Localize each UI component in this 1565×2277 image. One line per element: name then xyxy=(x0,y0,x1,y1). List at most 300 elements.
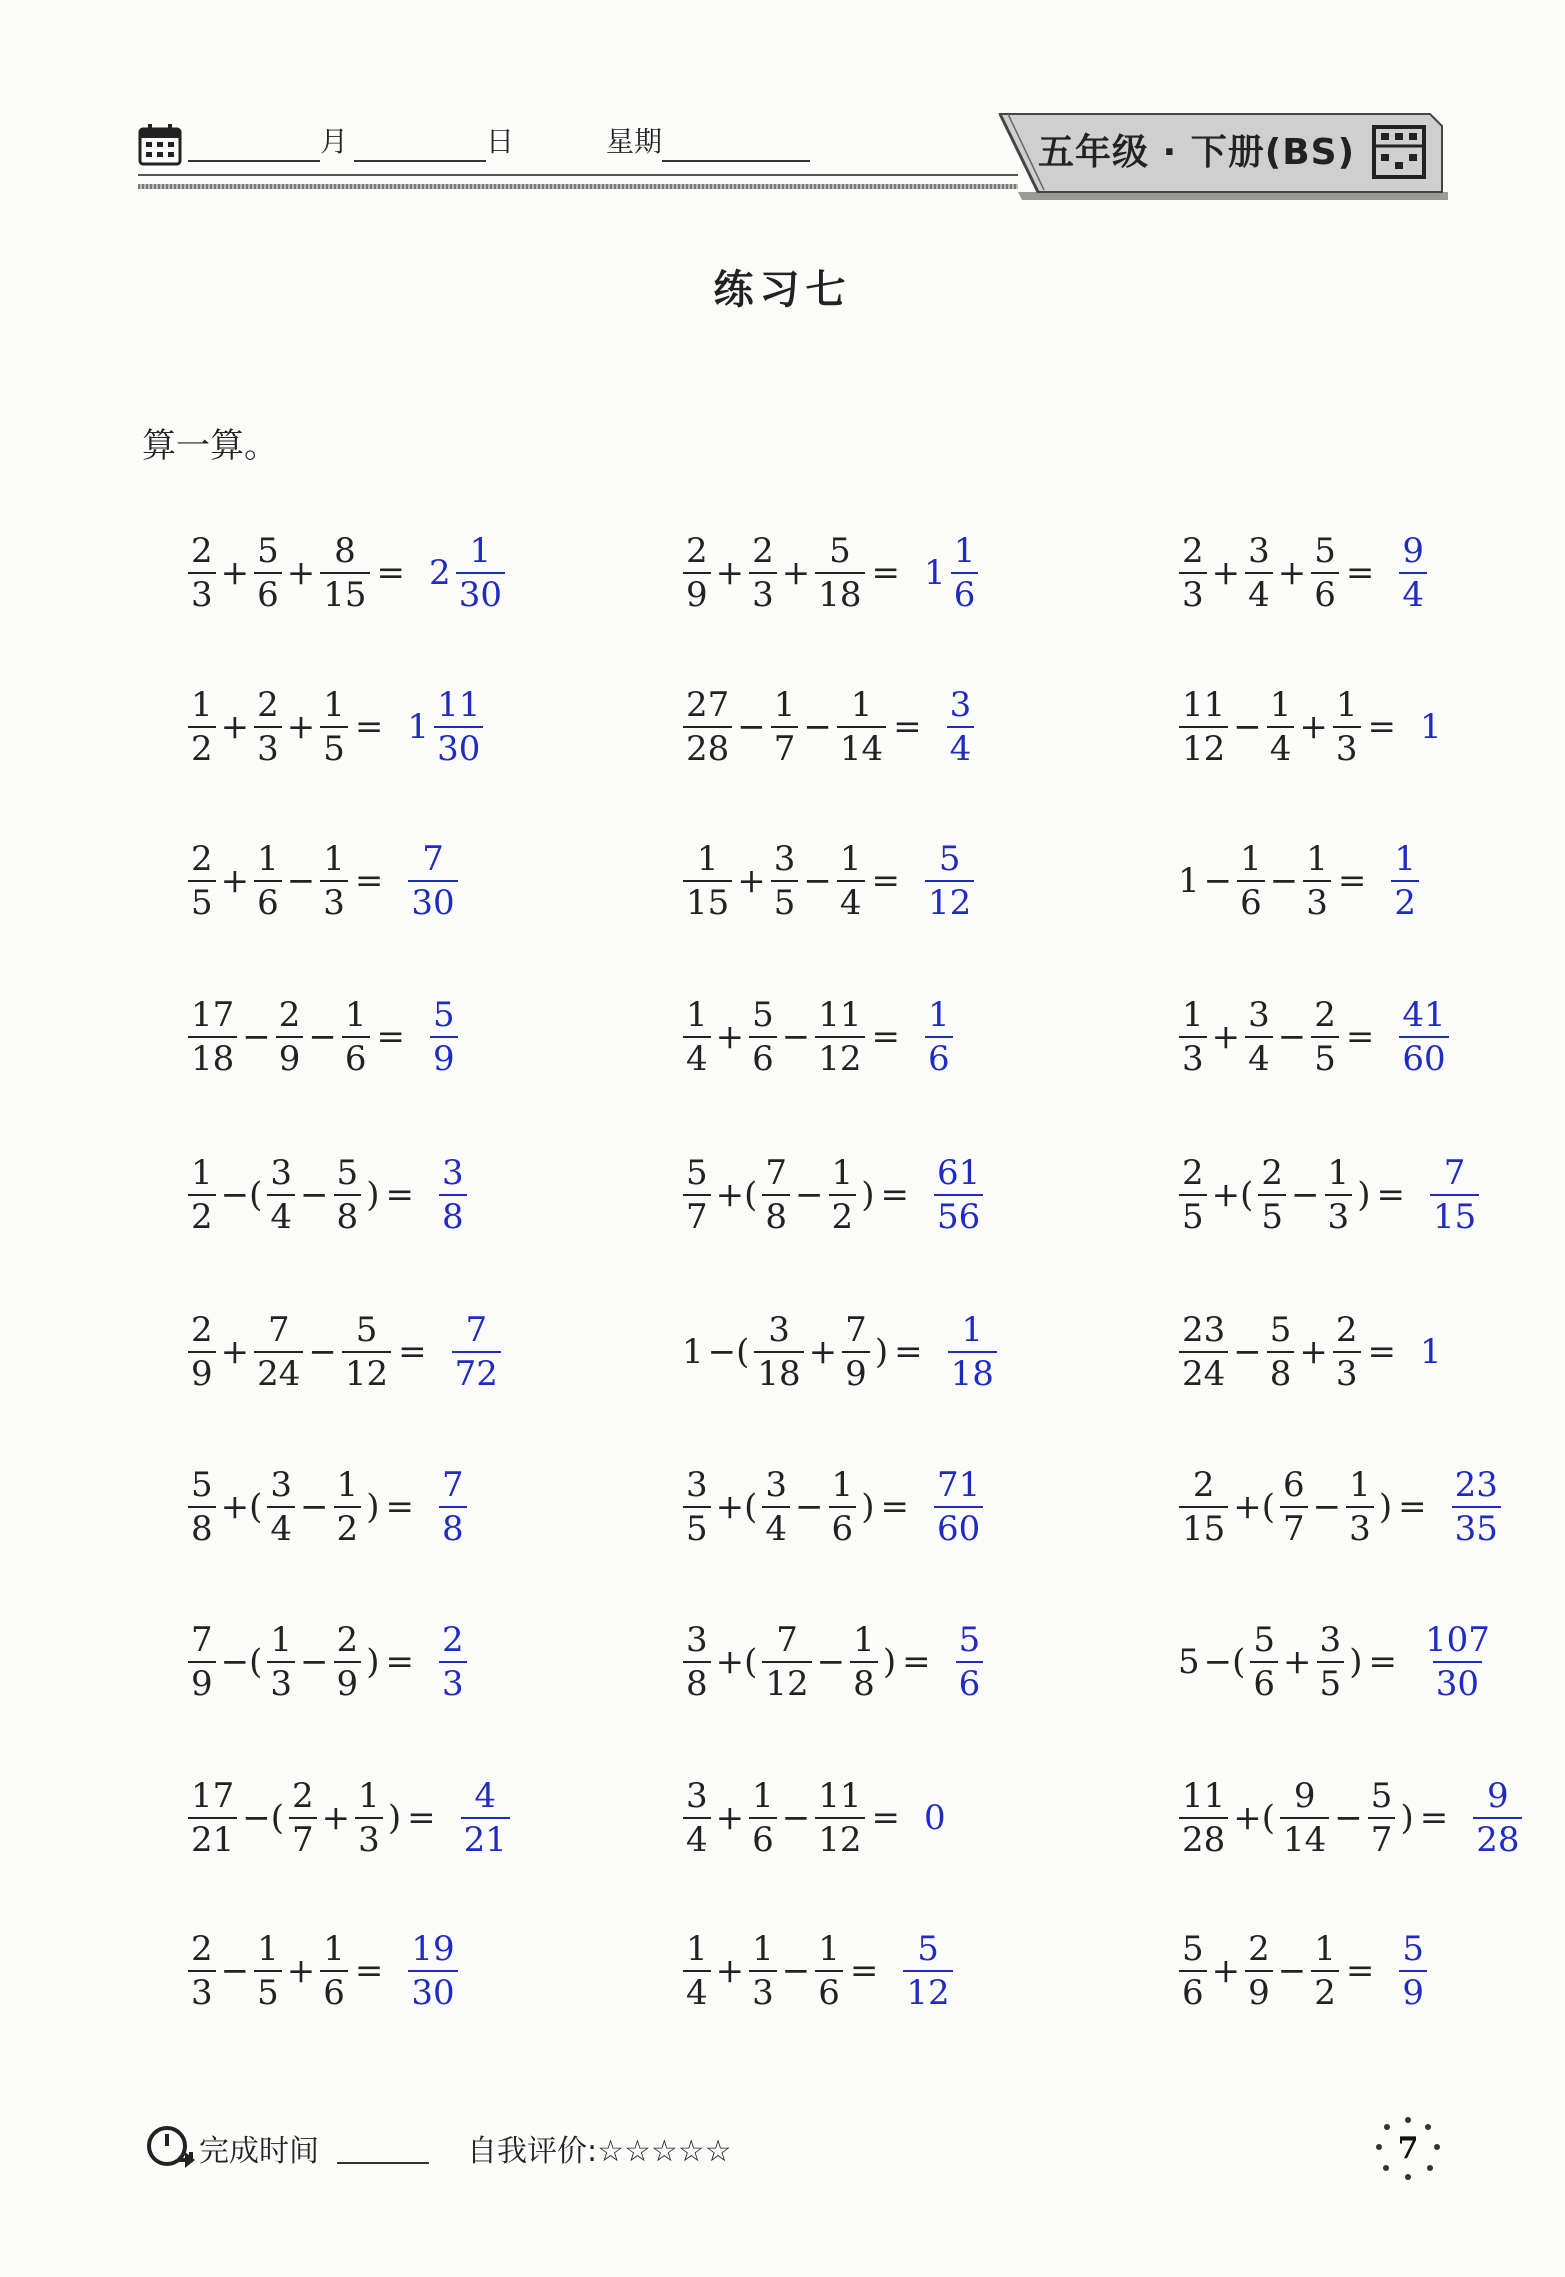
problem-r9c1 xyxy=(185,1768,513,1868)
denominator: 3 xyxy=(267,1661,295,1701)
denominator: 8 xyxy=(683,1661,711,1701)
completion-time-blank[interactable] xyxy=(337,2126,429,2164)
denominator: 12 xyxy=(815,1036,864,1076)
fraction xyxy=(850,1620,878,1704)
fraction xyxy=(439,1465,467,1549)
fraction xyxy=(683,685,732,769)
numerator: 1 xyxy=(1182,995,1204,1035)
numerator: 5 xyxy=(1269,1310,1292,1350)
fraction xyxy=(1399,1929,1427,2013)
handwritten-answer[interactable] xyxy=(922,1798,948,1838)
operator: − xyxy=(781,1798,811,1838)
numerator: 3 xyxy=(949,685,972,725)
numerator: 3 xyxy=(686,1776,708,1816)
fraction xyxy=(829,1153,857,1237)
equals-sign: = xyxy=(871,1798,901,1838)
fraction xyxy=(815,1776,864,1860)
equals-sign: = xyxy=(849,1951,879,1991)
numerator: 2 xyxy=(336,1620,359,1660)
handwritten-answer[interactable] xyxy=(1418,1332,1444,1372)
fraction xyxy=(1267,1310,1295,1394)
handwritten-answer[interactable] xyxy=(405,1929,460,2013)
fraction xyxy=(948,1310,997,1394)
denominator: 12 xyxy=(762,1661,811,1701)
denominator: 7 xyxy=(1368,1817,1396,1857)
handwritten-answer[interactable] xyxy=(1470,1776,1525,1860)
day-blank[interactable] xyxy=(354,132,486,162)
operator: − xyxy=(300,1642,329,1682)
integer: 1 xyxy=(407,707,430,747)
denominator: 6 xyxy=(829,1506,857,1546)
operator: − xyxy=(1203,861,1233,901)
handwritten-answer[interactable] xyxy=(436,1153,470,1237)
denominator: 3 xyxy=(1333,726,1361,766)
numerator: 1 xyxy=(853,1620,875,1660)
abacus-icon xyxy=(1371,124,1427,180)
fraction xyxy=(334,1153,362,1237)
denominator: 21 xyxy=(461,1817,510,1857)
numerator: 1 xyxy=(323,685,345,725)
denominator: 8 xyxy=(762,1194,790,1234)
denominator: 5 xyxy=(1311,1036,1339,1076)
numerator: 1 xyxy=(696,839,719,879)
numerator: 1 xyxy=(257,839,279,879)
operator: − xyxy=(737,707,766,747)
day-label: 日 xyxy=(486,125,515,158)
denominator: 6 xyxy=(254,572,282,612)
fraction xyxy=(749,531,777,615)
numerator: 5 xyxy=(1402,1929,1425,1969)
equals-sign: = xyxy=(407,1798,436,1838)
denominator: 18 xyxy=(815,572,864,612)
problem-r8c2 xyxy=(680,1612,986,1712)
operator: + xyxy=(1211,1017,1241,1057)
fraction xyxy=(1179,1465,1228,1549)
denominator: 3 xyxy=(254,726,282,766)
equals-sign: = xyxy=(376,553,406,593)
fraction xyxy=(749,1776,777,1860)
fraction xyxy=(1317,1620,1345,1704)
handwritten-answer[interactable] xyxy=(953,1620,987,1704)
numerator: 1 xyxy=(1240,839,1262,879)
fraction xyxy=(320,839,348,923)
equals-sign: = xyxy=(1376,1175,1405,1215)
denominator: 9 xyxy=(334,1661,362,1701)
numerator: 5 xyxy=(829,531,851,571)
problem-r6c3 xyxy=(1176,1302,1444,1402)
numerator: 1 xyxy=(839,839,862,879)
weekday-label: 星期 xyxy=(606,125,663,158)
operator: +( xyxy=(715,1642,758,1682)
numerator: 7 xyxy=(441,1465,464,1505)
denominator: 6 xyxy=(342,1036,370,1076)
numerator: 1 xyxy=(686,995,708,1035)
problem-r4c2 xyxy=(680,987,956,1087)
fraction xyxy=(430,995,458,1079)
numerator: 3 xyxy=(686,1620,708,1660)
handwritten-answer[interactable] xyxy=(945,1310,1000,1394)
page-footer xyxy=(145,2118,1445,2178)
operator: +( xyxy=(220,1487,263,1527)
fraction xyxy=(434,685,483,769)
equals-sign: = xyxy=(1368,1642,1397,1682)
denominator: 9 xyxy=(842,1351,870,1391)
numerator: 1 xyxy=(850,685,873,725)
operator: +( xyxy=(1233,1798,1276,1838)
operator: − xyxy=(308,1017,337,1057)
numerator: 7 xyxy=(191,1620,213,1660)
fraction xyxy=(188,685,216,769)
denominator: 30 xyxy=(1433,1661,1482,1701)
equals-sign: = xyxy=(880,1487,909,1527)
integer: 1 xyxy=(1420,707,1442,747)
operator: + xyxy=(220,1332,250,1372)
fraction xyxy=(188,995,237,1079)
handwritten-answer[interactable] xyxy=(427,995,461,1079)
operator: + xyxy=(715,553,745,593)
fraction xyxy=(1258,1153,1286,1237)
integer: 5 xyxy=(1178,1642,1200,1682)
problem-r2c3 xyxy=(1176,677,1444,777)
numerator: 2 xyxy=(1182,531,1204,571)
fraction xyxy=(254,839,282,923)
denominator: 2 xyxy=(334,1506,362,1546)
fraction xyxy=(1430,1153,1479,1237)
denominator: 2 xyxy=(829,1194,857,1234)
problem-r8c3 xyxy=(1176,1612,1496,1712)
numerator: 11 xyxy=(437,685,481,725)
denominator: 2 xyxy=(188,726,216,766)
denominator: 9 xyxy=(188,1351,216,1391)
numerator: 8 xyxy=(334,531,356,571)
numerator: 23 xyxy=(1454,1465,1498,1505)
problem-r4c3 xyxy=(1176,987,1452,1087)
denominator: 18 xyxy=(948,1351,997,1391)
numerator: 4 xyxy=(474,1776,497,1816)
fraction xyxy=(334,1620,362,1704)
fraction xyxy=(276,995,304,1079)
numerator: 1 xyxy=(344,995,367,1035)
denominator: 8 xyxy=(439,1506,467,1546)
equals-sign: = xyxy=(1345,1951,1375,1991)
denominator: 14 xyxy=(1280,1817,1329,1857)
operator: + xyxy=(715,1017,745,1057)
fraction xyxy=(254,1929,282,2013)
problem-r5c3 xyxy=(1176,1145,1482,1245)
operator: −( xyxy=(242,1798,285,1838)
numerator: 5 xyxy=(958,1620,981,1660)
equals-sign: = xyxy=(1419,1798,1449,1838)
fraction xyxy=(1179,531,1207,615)
denominator: 6 xyxy=(1179,1970,1207,2010)
fraction xyxy=(342,995,370,1079)
numerator: 2 xyxy=(1248,1929,1270,1969)
denominator: 21 xyxy=(188,1817,237,1857)
denominator: 6 xyxy=(815,1970,843,2010)
fraction xyxy=(1245,1929,1273,2013)
handwritten-answer[interactable] xyxy=(405,839,460,923)
denominator: 4 xyxy=(683,1970,711,2010)
operator: + xyxy=(1211,553,1241,593)
numerator: 23 xyxy=(1182,1310,1226,1350)
numerator: 3 xyxy=(1248,531,1270,571)
numerator: 1 xyxy=(1306,839,1328,879)
handwritten-answer[interactable] xyxy=(1449,1465,1504,1549)
denominator: 4 xyxy=(1245,1036,1273,1076)
handwritten-answer[interactable] xyxy=(449,1310,504,1394)
problem-r1c2 xyxy=(680,523,981,623)
fraction xyxy=(461,1776,510,1860)
integer: 2 xyxy=(429,553,451,593)
numerator: 11 xyxy=(1182,1776,1226,1816)
denominator: 35 xyxy=(1452,1506,1501,1546)
operator: + xyxy=(715,1951,745,1991)
handwritten-answer[interactable] xyxy=(427,531,508,615)
operator: ) xyxy=(882,1642,897,1682)
fraction xyxy=(188,1465,216,1549)
problem-r7c2 xyxy=(680,1457,986,1557)
fraction xyxy=(1245,995,1273,1079)
handwritten-answer[interactable] xyxy=(405,685,486,769)
fraction xyxy=(771,839,799,923)
denominator: 2 xyxy=(1311,1970,1339,2010)
fraction xyxy=(749,1929,777,2013)
numerator: 5 xyxy=(917,1929,939,1969)
fraction xyxy=(1333,685,1361,769)
numerator: 2 xyxy=(278,995,301,1035)
denominator: 9 xyxy=(1245,1970,1273,2010)
handwritten-answer[interactable] xyxy=(931,1465,986,1549)
denominator: 7 xyxy=(289,1817,317,1857)
numerator: 2 xyxy=(1314,995,1336,1035)
denominator: 9 xyxy=(430,1036,458,1076)
numerator: 1 xyxy=(818,1929,840,1969)
denominator: 6 xyxy=(956,1661,984,1701)
handwritten-answer[interactable] xyxy=(1396,531,1430,615)
numerator: 41 xyxy=(1402,995,1446,1035)
denominator: 8 xyxy=(334,1194,362,1234)
fraction xyxy=(188,1153,216,1237)
handwritten-answer[interactable] xyxy=(922,839,977,923)
problem-r5c2 xyxy=(680,1145,986,1245)
numerator: 5 xyxy=(336,1153,359,1193)
fraction xyxy=(1267,685,1295,769)
numerator: 1 xyxy=(752,1776,774,1816)
denominator: 60 xyxy=(934,1506,983,1546)
fraction xyxy=(267,1465,295,1549)
handwritten-answer[interactable] xyxy=(458,1776,513,1860)
denominator: 30 xyxy=(408,1970,457,2010)
numerator: 17 xyxy=(191,995,235,1035)
operator: ) xyxy=(874,1332,889,1372)
operator: − xyxy=(300,1175,329,1215)
fraction xyxy=(1325,1153,1353,1237)
operator: − xyxy=(242,1017,271,1057)
numerator: 5 xyxy=(686,1153,708,1193)
numerator: 1 xyxy=(191,685,213,725)
numerator: 2 xyxy=(191,839,213,879)
fraction xyxy=(683,1929,711,2013)
denominator: 6 xyxy=(925,1036,953,1076)
operator: ) xyxy=(366,1487,380,1527)
denominator: 4 xyxy=(762,1506,790,1546)
fraction xyxy=(956,1620,984,1704)
operator: + xyxy=(781,553,811,593)
denominator: 9 xyxy=(683,572,711,612)
denominator: 28 xyxy=(683,726,732,766)
fraction xyxy=(320,1929,348,2013)
denominator: 3 xyxy=(1346,1506,1374,1546)
numerator: 1 xyxy=(773,685,796,725)
denominator: 15 xyxy=(1430,1194,1479,1234)
operator: +( xyxy=(1211,1175,1254,1215)
integer: 1 xyxy=(682,1332,704,1372)
operator: + xyxy=(1299,1332,1328,1372)
operator: + xyxy=(1283,1642,1312,1682)
operator: + xyxy=(737,861,766,901)
denominator: 6 xyxy=(749,1817,777,1857)
equals-sign: = xyxy=(880,1175,909,1215)
operator: + xyxy=(715,1798,745,1838)
fraction xyxy=(1391,839,1419,923)
numerator: 107 xyxy=(1424,1620,1490,1660)
problem-r7c3 xyxy=(1176,1457,1504,1557)
handwritten-answer[interactable] xyxy=(900,1929,955,2013)
problem-r1c3 xyxy=(1176,523,1430,623)
fraction xyxy=(683,1776,711,1860)
operator: + xyxy=(220,707,250,747)
handwritten-answer[interactable] xyxy=(1396,1929,1430,2013)
numerator: 1 xyxy=(831,1153,854,1193)
handwritten-answer[interactable] xyxy=(922,995,956,1079)
operator: ) xyxy=(861,1487,875,1527)
fraction xyxy=(815,531,864,615)
operator: + xyxy=(321,1798,351,1838)
operator: ) xyxy=(1378,1487,1393,1527)
operator: − xyxy=(1291,1175,1320,1215)
denominator: 5 xyxy=(254,1970,282,2010)
equals-sign: = xyxy=(871,553,901,593)
fraction xyxy=(925,839,974,923)
fraction xyxy=(254,1310,303,1394)
numerator: 3 xyxy=(773,839,796,879)
denominator: 12 xyxy=(903,1970,952,2010)
operator: − xyxy=(1312,1487,1342,1527)
self-evaluation: 自我评价:☆☆☆☆☆ xyxy=(467,2134,732,2169)
numerator: 17 xyxy=(191,1776,235,1816)
operator: − xyxy=(795,1487,824,1527)
numerator: 2 xyxy=(191,1929,213,1969)
handwritten-answer[interactable] xyxy=(1427,1153,1482,1237)
fraction xyxy=(829,1465,857,1549)
denominator: 5 xyxy=(1179,1194,1207,1234)
numerator: 2 xyxy=(292,1776,314,1816)
numerator: 19 xyxy=(411,1929,455,1969)
equals-sign: = xyxy=(1398,1487,1427,1527)
problem-r10c3 xyxy=(1176,1921,1430,2021)
handwritten-answer[interactable] xyxy=(1418,707,1444,747)
page-number: 7 xyxy=(1397,2131,1419,2166)
handwritten-answer[interactable] xyxy=(1419,1620,1496,1704)
denominator: 4 xyxy=(837,880,865,920)
operator: ) xyxy=(1349,1642,1363,1682)
fraction xyxy=(1346,1465,1374,1549)
page-title: 练习七 xyxy=(713,267,852,313)
fraction xyxy=(683,839,732,923)
numerator: 11 xyxy=(818,995,862,1035)
denominator: 3 xyxy=(439,1661,467,1701)
operator: +( xyxy=(1233,1487,1276,1527)
denominator: 3 xyxy=(1325,1194,1353,1234)
fraction xyxy=(934,1153,983,1237)
equals-sign: = xyxy=(1367,707,1397,747)
month-blank[interactable] xyxy=(188,132,320,162)
equals-sign: = xyxy=(354,861,384,901)
fraction xyxy=(1473,1776,1522,1860)
handwritten-answer[interactable] xyxy=(1396,995,1451,1079)
fraction xyxy=(408,839,457,923)
handwritten-answer[interactable] xyxy=(922,531,981,615)
fraction xyxy=(1179,1776,1228,1860)
fraction xyxy=(837,685,886,769)
numerator: 7 xyxy=(1443,1153,1466,1193)
denominator: 18 xyxy=(754,1351,803,1391)
header-hatched-rule xyxy=(138,184,1018,189)
numerator: 1 xyxy=(686,1929,708,1969)
fraction xyxy=(188,1929,216,2013)
fraction xyxy=(1422,1620,1493,1704)
denominator: 2 xyxy=(1391,880,1419,920)
numerator: 9 xyxy=(1402,531,1425,571)
handwritten-answer[interactable] xyxy=(436,1620,470,1704)
numerator: 3 xyxy=(1248,995,1270,1035)
operator: − xyxy=(1334,1798,1363,1838)
fraction xyxy=(439,1153,467,1237)
numerator: 2 xyxy=(752,531,774,571)
fraction xyxy=(683,1465,711,1549)
numerator: 5 xyxy=(355,1310,378,1350)
problem-r5c1 xyxy=(185,1145,470,1245)
operator: ) xyxy=(366,1175,380,1215)
weekday-blank[interactable] xyxy=(662,132,810,162)
denominator: 7 xyxy=(683,1194,711,1234)
numerator: 1 xyxy=(191,1153,213,1193)
handwritten-answer[interactable] xyxy=(931,1153,986,1237)
operator: + xyxy=(286,707,316,747)
equals-sign: = xyxy=(894,1332,923,1372)
fraction xyxy=(762,1153,790,1237)
fraction xyxy=(683,531,711,615)
problem-r9c3 xyxy=(1176,1768,1525,1868)
denominator: 8 xyxy=(1267,1351,1295,1391)
numerator: 7 xyxy=(267,1310,290,1350)
numerator: 7 xyxy=(765,1153,788,1193)
numerator: 11 xyxy=(1182,685,1226,725)
handwritten-answer[interactable] xyxy=(436,1465,470,1549)
equals-sign: = xyxy=(1345,1017,1375,1057)
operator: −( xyxy=(1203,1642,1246,1682)
denominator: 6 xyxy=(320,1970,348,2010)
problem-r10c2 xyxy=(680,1921,956,2021)
fraction xyxy=(947,685,975,769)
fraction xyxy=(1303,839,1331,923)
numerator: 2 xyxy=(191,1310,213,1350)
handwritten-answer[interactable] xyxy=(1388,839,1422,923)
denominator: 12 xyxy=(1179,726,1228,766)
fraction xyxy=(188,1310,216,1394)
denominator: 2 xyxy=(188,1194,216,1234)
handwritten-answer[interactable] xyxy=(944,685,978,769)
